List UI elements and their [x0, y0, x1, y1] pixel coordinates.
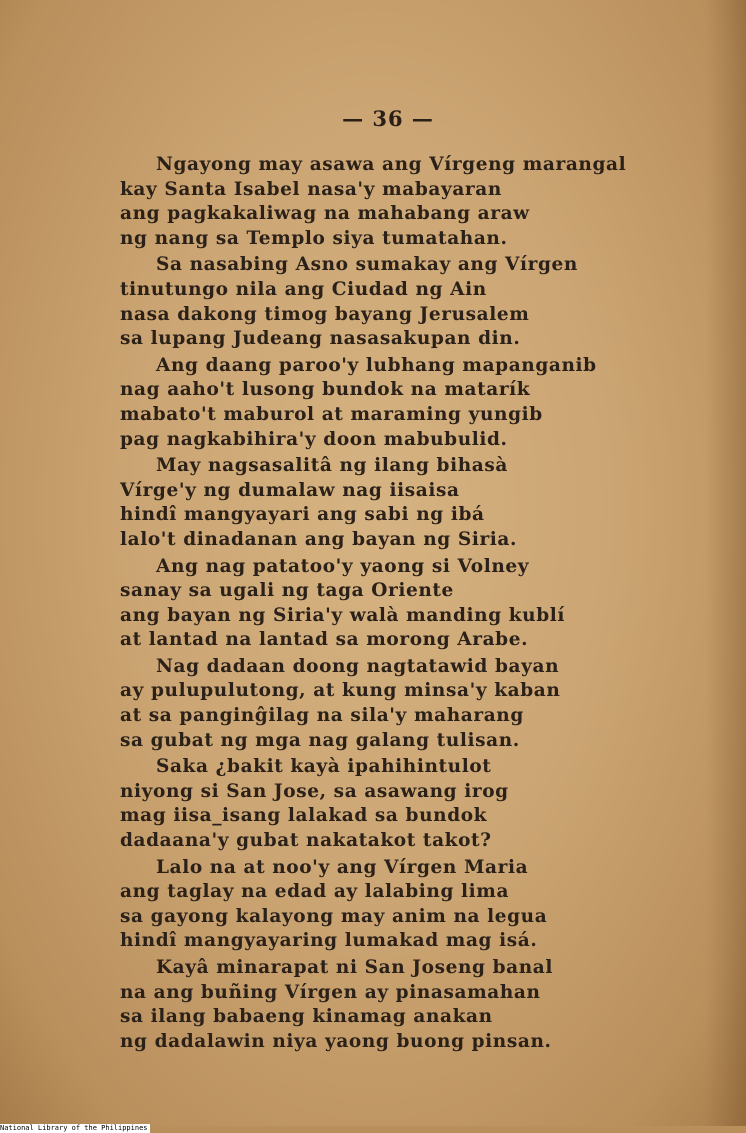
poem-line: ang bayan ng Siria'y walà manding kublí	[120, 604, 566, 626]
poem-line: sanay sa ugali ng taga Oriente	[120, 580, 454, 602]
poem-line: na ang buñing Vírgen ay pinasamahan	[120, 981, 541, 1003]
poem-line: sa gubat ng mga nag galang tulisan.	[120, 729, 520, 751]
poem-line: ang pagkakaliwag na mahabang araw	[120, 203, 530, 225]
poem-line: niyong si San Jose, sa asawang irog	[120, 780, 509, 802]
stanza	[120, 454, 650, 552]
poem-line: ang taglay na edad ay lalabing lima	[120, 881, 510, 903]
poem-line: at lantad na lantad sa morong Arabe.	[120, 629, 529, 651]
poem-line: Lalo na at noo'y ang Vírgen Maria	[156, 856, 529, 878]
poem-line: dadaana'y gubat nakatakot takot?	[120, 830, 492, 852]
stanza	[120, 555, 650, 653]
poem-text	[120, 153, 650, 1056]
poem-line: ng nang sa Templo siya tumatahan.	[120, 227, 508, 249]
poem-line: Ang daang paroo'y lubhang mapanganib	[156, 354, 597, 376]
stanza	[120, 354, 650, 452]
stanza	[120, 655, 650, 753]
poem-line: ay pulupulutong, at kung minsa'y kaban	[120, 680, 561, 702]
poem-line: mabato't maburol at maraming yungib	[120, 403, 543, 425]
poem-line: Vírge'y ng dumalaw nag iisaisa	[120, 479, 460, 501]
poem-line: Nag dadaan doong nagtatawid bayan	[156, 655, 560, 677]
poem-line: lalo't dinadanan ang bayan ng Siria.	[120, 528, 518, 550]
stanza	[120, 253, 650, 351]
poem-line: Ngayong may asawa ang Vírgeng marangal	[156, 154, 627, 175]
poem-line: ng dadalawin niya yaong buong pinsan.	[120, 1030, 552, 1052]
poem-line: sa gayong kalayong may anim na legua	[120, 905, 548, 927]
stanza	[120, 956, 650, 1054]
stanza	[120, 755, 650, 853]
poem-line: mag iisa_isang lalakad sa bundok	[120, 805, 488, 827]
poem-line: sa ilang babaeng kinamag anakan	[120, 1006, 493, 1028]
poem-line: hindî mangyayari ang sabi ng ibá	[120, 504, 485, 526]
poem-line: Kayâ minarapat ni San Joseng banal	[156, 957, 553, 978]
poem-line: tinutungo nila ang Ciudad ng Ain	[120, 278, 487, 300]
poem-line: May nagsasalitâ ng ilang bihasà	[156, 455, 508, 477]
poem-line: kay Santa Isabel nasa'y mabayaran	[120, 178, 502, 200]
poem-line: sa lupang Judeang nasasakupan din.	[120, 328, 521, 350]
poem-line: nasa dakong timog bayang Jerusalem	[120, 303, 530, 325]
poem-line: Ang nag patatoo'y yaong si Volney	[156, 555, 530, 577]
poem-line: Saka ¿bakit kayà ipahihintulot	[156, 756, 492, 778]
poem-line: Sa nasabing Asno sumakay ang Vírgen	[156, 254, 578, 276]
page-number: — 36 —	[342, 106, 434, 131]
poem-line: nag aaho't lusong bundok na matarík	[120, 379, 531, 401]
poem-line: pag nagkabihira'y doon mabubulid.	[120, 428, 508, 450]
poem-line: hindî mangyayaring lumakad mag isá.	[120, 930, 538, 952]
poem-line: at sa panginĝilag na sila'y maharang	[120, 705, 524, 727]
stanza	[120, 153, 650, 251]
library-credit: National Library of the Philippines	[0, 1124, 148, 1132]
stanza	[120, 856, 650, 954]
